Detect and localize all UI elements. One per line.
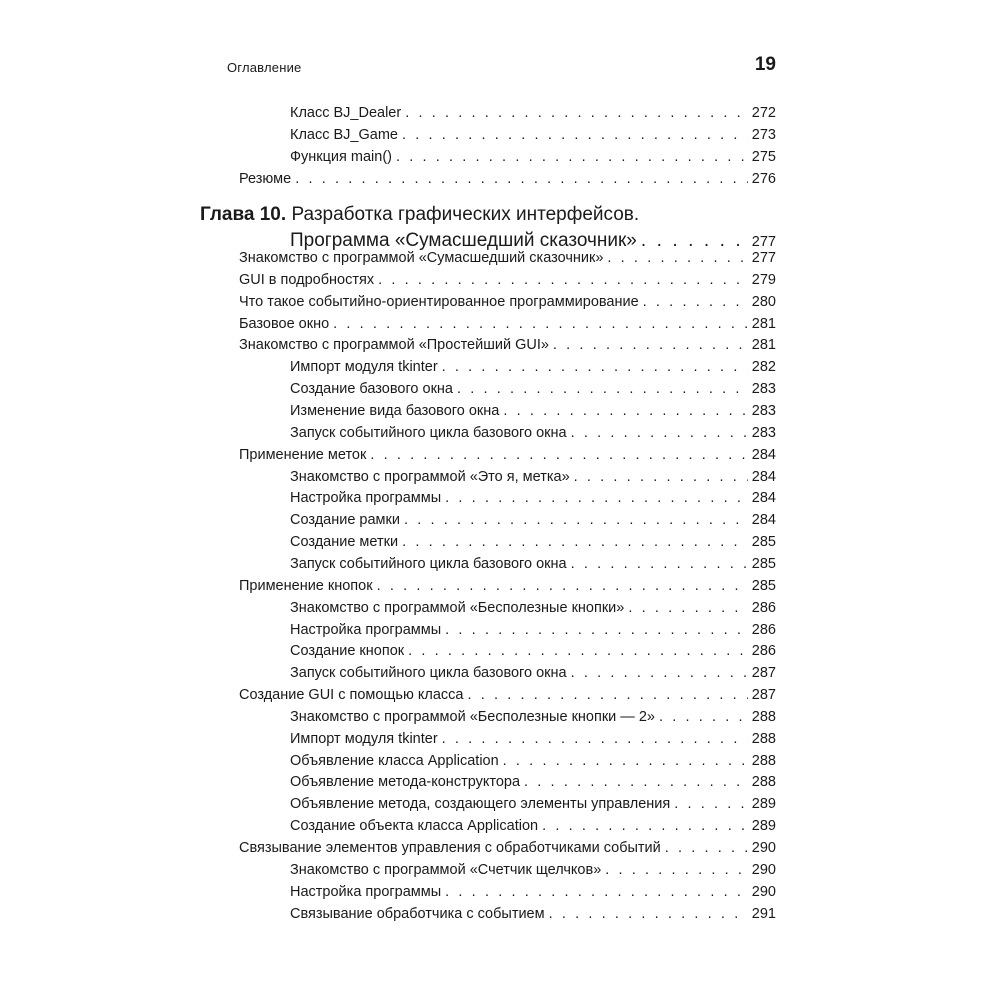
- toc-dot-leader: [503, 401, 747, 421]
- toc-entry-page: 286: [751, 599, 776, 616]
- chapter-title-line1: Разработка графических интерфейсов.: [291, 204, 640, 225]
- toc-dot-leader: [408, 641, 748, 661]
- toc-entry: [290, 882, 776, 902]
- toc-entry-page: 275: [751, 149, 776, 165]
- toc-entry-page: 291: [751, 905, 776, 922]
- toc-dot-leader: [571, 663, 748, 683]
- toc-entry-page: 287: [751, 687, 776, 703]
- toc-entry: [290, 794, 776, 814]
- toc-entry: [290, 401, 776, 421]
- toc-entry-title: Запуск событийного цикла базового окна: [290, 555, 567, 572]
- toc-dot-leader: [295, 169, 748, 189]
- toc-entry-page: 273: [751, 127, 776, 143]
- toc-entry-page: 277: [751, 250, 776, 266]
- toc-entry: [290, 532, 776, 552]
- toc-entry-title: Знакомство с программой «Сумасшедший сказочник»: [239, 250, 604, 266]
- toc-entry-title: Резюме: [239, 171, 292, 187]
- chapter-heading: [200, 203, 639, 227]
- toc-entry-title: Создание GUI с помощью класса: [239, 687, 464, 703]
- toc-entry-page: 287: [751, 665, 776, 682]
- toc-entry-page: 282: [751, 359, 776, 376]
- toc-dot-leader: [467, 685, 747, 705]
- toc-dot-leader: [402, 532, 748, 552]
- toc-entry-page: 289: [751, 818, 776, 835]
- toc-entry-title: Создание объекта класса Application: [290, 818, 539, 835]
- toc-entry-title: Знакомство с программой «Это я, метка»: [290, 468, 570, 485]
- toc-entry: [290, 147, 776, 167]
- toc-entry-page: 284: [751, 468, 776, 485]
- toc-dot-leader: [402, 125, 748, 145]
- toc-dot-leader: [542, 816, 748, 836]
- toc-entry-title: Знакомство с программой «Простейший GUI»: [239, 337, 549, 354]
- toc-entry-page: 290: [751, 883, 776, 900]
- toc-entry-title: Запуск событийного цикла базового окна: [290, 665, 567, 682]
- chapter-label: Глава 10.: [200, 204, 287, 225]
- toc-entry: [290, 729, 776, 749]
- toc-entry: [290, 860, 776, 880]
- toc-entry-page: 290: [751, 840, 776, 856]
- toc-entry-title: Настройка программы: [290, 621, 442, 638]
- toc-entry: [290, 641, 776, 661]
- toc-entry-page: 288: [751, 774, 776, 791]
- toc-dot-leader: [377, 576, 748, 596]
- toc-entry-title: Создание базового окна: [290, 381, 453, 398]
- toc-entry-title: Применение меток: [239, 446, 367, 463]
- toc-entry: [290, 103, 776, 123]
- toc-entry: [239, 445, 776, 465]
- toc-entry-title: Класс BJ_Game: [290, 127, 398, 143]
- toc-dot-leader: [442, 357, 748, 377]
- toc-entry: [239, 248, 776, 268]
- toc-entry-title: Связывание элементов управления с обработчиками событий: [239, 840, 661, 856]
- toc-dot-leader: [665, 838, 748, 858]
- running-head: Оглавление: [227, 60, 302, 75]
- toc-entry-title: Класс BJ_Dealer: [290, 105, 402, 121]
- toc-entry-title: Объявление метода, создающего элементы управления: [290, 796, 671, 813]
- toc-entry-title: Знакомство с программой «Бесполезные кнопки — 2»: [290, 708, 655, 725]
- toc-entry-title: Импорт модуля tkinter: [290, 359, 438, 376]
- toc-entry-title: Объявление метода-конструктора: [290, 774, 521, 791]
- toc-entry-page: 290: [751, 861, 776, 878]
- toc-entry-page: 285: [751, 555, 776, 572]
- toc-dot-leader: [659, 707, 748, 727]
- toc-dot-leader: [457, 379, 748, 399]
- toc-entry-title: Объявление класса Application: [290, 752, 499, 769]
- toc-entry: [290, 816, 776, 836]
- toc-entry-page: 283: [751, 403, 776, 419]
- toc-entry-title: Настройка программы: [290, 883, 442, 900]
- toc-entry-title: Связывание обработчика с событием: [290, 905, 545, 922]
- toc-dot-leader: [674, 794, 748, 814]
- toc-entry-page: 281: [751, 315, 776, 332]
- toc-entry: [290, 620, 776, 640]
- toc-entry-title: GUI в подробностях: [239, 271, 375, 288]
- toc-entry-page: 284: [751, 512, 776, 529]
- toc-entry: [290, 904, 776, 924]
- toc-entry-title: Базовое окно: [239, 315, 330, 332]
- toc-dot-leader: [396, 147, 748, 167]
- toc-entry-page: 283: [751, 424, 776, 441]
- toc-entry-page: 283: [751, 381, 776, 398]
- toc-dot-leader: [378, 270, 748, 290]
- toc-entry-page: 272: [751, 105, 776, 121]
- toc-entry: [239, 838, 776, 858]
- toc-dot-leader: [405, 103, 748, 123]
- toc-entry: [290, 357, 776, 377]
- toc-entry: [290, 598, 776, 618]
- toc-entry-page: 281: [751, 337, 776, 354]
- toc-entry: [290, 488, 776, 508]
- toc-dot-leader: [404, 510, 748, 530]
- toc-dot-leader: [571, 423, 748, 443]
- toc-entry: [290, 663, 776, 683]
- toc-entry-page: 284: [751, 446, 776, 463]
- toc-entry: [239, 335, 776, 355]
- toc-entry: [290, 772, 776, 792]
- toc-entry: [290, 751, 776, 771]
- toc-entry: [290, 554, 776, 574]
- toc-entry-title: Знакомство с программой «Бесполезные кнопки»: [290, 599, 625, 616]
- toc-dot-leader: [370, 445, 747, 465]
- toc-entry-title: Создание рамки: [290, 512, 400, 529]
- toc-entry: [239, 292, 776, 312]
- toc-entry: [290, 707, 776, 727]
- toc-entry-title: Создание метки: [290, 534, 399, 550]
- toc-entry: [239, 576, 776, 596]
- toc-entry-page: 279: [751, 271, 776, 288]
- toc-entry-page: 286: [751, 621, 776, 638]
- toc-entry-page: 285: [751, 577, 776, 594]
- toc-dot-leader: [607, 248, 747, 268]
- toc-entry: [290, 510, 776, 530]
- toc-dot-leader: [445, 620, 748, 640]
- toc-dot-leader: [524, 772, 748, 792]
- toc-dot-leader: [553, 335, 748, 355]
- toc-entry-title: Что такое событийно-ориентированное программирование: [239, 293, 639, 310]
- toc-entry-page: 276: [751, 171, 776, 187]
- toc-entry: [290, 125, 776, 145]
- toc-entry-page: 288: [751, 730, 776, 747]
- toc-dot-leader: [605, 860, 748, 880]
- toc-dot-leader: [445, 882, 748, 902]
- toc-entry-page: 288: [751, 708, 776, 725]
- toc-entry: [239, 685, 776, 705]
- toc-entry-page: 284: [751, 490, 776, 507]
- toc-entry-title: Создание кнопок: [290, 643, 405, 660]
- page-number: 19: [754, 54, 776, 75]
- toc-entry-title: Знакомство с программой «Счетчик щелчков»: [290, 861, 602, 878]
- toc-entry-title: Запуск событийного цикла базового окна: [290, 424, 567, 441]
- toc-entry-title: Настройка программы: [290, 490, 442, 507]
- toc-dot-leader: [442, 729, 748, 749]
- toc-dot-leader: [333, 314, 748, 334]
- chapter-page: 277: [751, 234, 776, 250]
- toc-dot-leader: [643, 292, 748, 312]
- toc-entry-title: Применение кнопок: [239, 577, 373, 594]
- toc-dot-leader: [503, 751, 748, 771]
- toc-entry: [290, 379, 776, 399]
- toc-entry-page: 289: [751, 796, 776, 813]
- toc-entry-title: Импорт модуля tkinter: [290, 730, 438, 747]
- chapter-title-line2: Программа «Сумасшедший сказочник»: [290, 230, 637, 251]
- toc-entry-page: 288: [751, 752, 776, 769]
- toc-entry-title: Функция main(): [290, 149, 392, 165]
- toc-entry-page: 286: [751, 643, 776, 660]
- toc-dot-leader: [549, 904, 748, 924]
- toc-entry: [239, 270, 776, 290]
- toc-dot-leader: [445, 488, 748, 508]
- toc-dot-leader: [571, 554, 748, 574]
- toc-dot-leader: [628, 598, 747, 618]
- toc-entry: [239, 169, 776, 189]
- toc-entry: [239, 314, 776, 334]
- toc-entry: [290, 423, 776, 443]
- toc-dot-leader: [574, 467, 748, 487]
- toc-entry: [290, 467, 776, 487]
- toc-entry-page: 285: [751, 534, 776, 550]
- toc-entry-title: Изменение вида базового окна: [290, 403, 500, 419]
- toc-entry-page: 280: [751, 293, 776, 310]
